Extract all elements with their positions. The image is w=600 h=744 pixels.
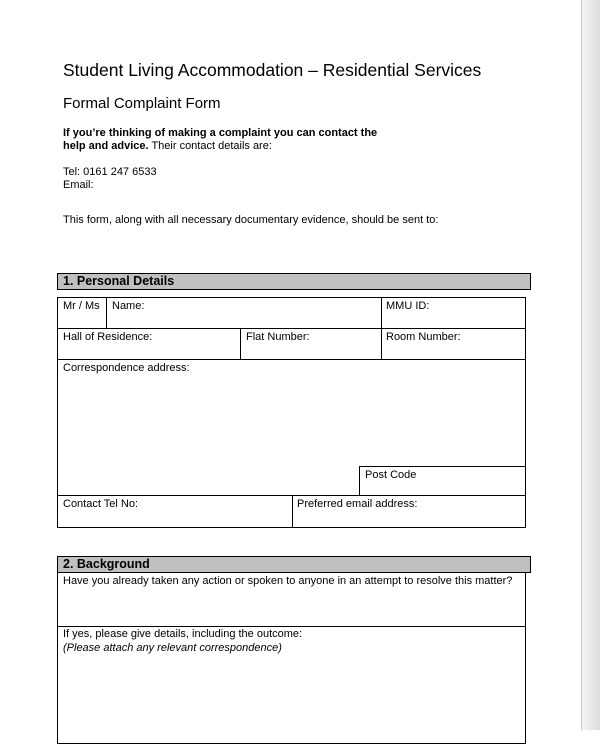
send-to-text: This form, along with all necessary documentary evidence, should be sent to: <box>63 214 439 226</box>
intro-bold: help and advice. <box>63 140 149 152</box>
section-personal-details-heading: 1. Personal Details <box>57 273 531 290</box>
preferred-email-field[interactable]: Preferred email address: <box>297 498 418 510</box>
row-divider <box>58 626 525 627</box>
mr-ms-field[interactable]: Mr / Ms <box>63 300 100 312</box>
intro-line-2 <box>63 140 272 152</box>
document-title: Student Living Accommodation – Residential Services <box>63 60 482 80</box>
contact-email: Email: <box>63 179 94 191</box>
form-title: Formal Complaint Form <box>63 95 221 112</box>
correspondence-address-field[interactable]: Correspondence address: <box>63 362 190 374</box>
mmu-id-field[interactable]: MMU ID: <box>386 300 430 312</box>
col-divider <box>106 298 107 328</box>
room-number-field[interactable]: Room Number: <box>386 331 461 343</box>
intro-rest: Their contact details are: <box>148 140 272 152</box>
col-divider <box>240 328 241 359</box>
col-divider <box>381 298 382 359</box>
personal-details-table <box>57 297 526 528</box>
row-divider <box>58 328 525 329</box>
contact-tel: Tel: 0161 247 6533 <box>63 166 157 178</box>
name-field[interactable]: Name: <box>112 300 145 312</box>
post-code-field[interactable]: Post Code <box>365 469 417 481</box>
row-divider <box>58 359 525 360</box>
section-background-heading: 2. Background <box>57 556 531 573</box>
col-divider <box>292 495 293 527</box>
intro-line-1: If you’re thinking of making a complaint you can contact the <box>63 127 378 139</box>
contact-tel-field[interactable]: Contact Tel No: <box>63 498 139 510</box>
col-divider <box>359 466 360 495</box>
hall-of-residence-field[interactable]: Hall of Residence: <box>63 331 153 343</box>
prior-action-question[interactable]: Have you already taken any action or spoken to anyone in an attempt to resolve this matter? <box>63 575 513 587</box>
attach-correspondence-note: (Please attach any relevant correspondence) <box>63 642 282 654</box>
background-table <box>57 572 526 744</box>
outcome-details-field[interactable]: If yes, please give details, including the outcome: <box>63 628 303 640</box>
page-edge <box>581 0 600 730</box>
row-divider <box>359 466 525 467</box>
flat-number-field[interactable]: Flat Number: <box>246 331 310 343</box>
